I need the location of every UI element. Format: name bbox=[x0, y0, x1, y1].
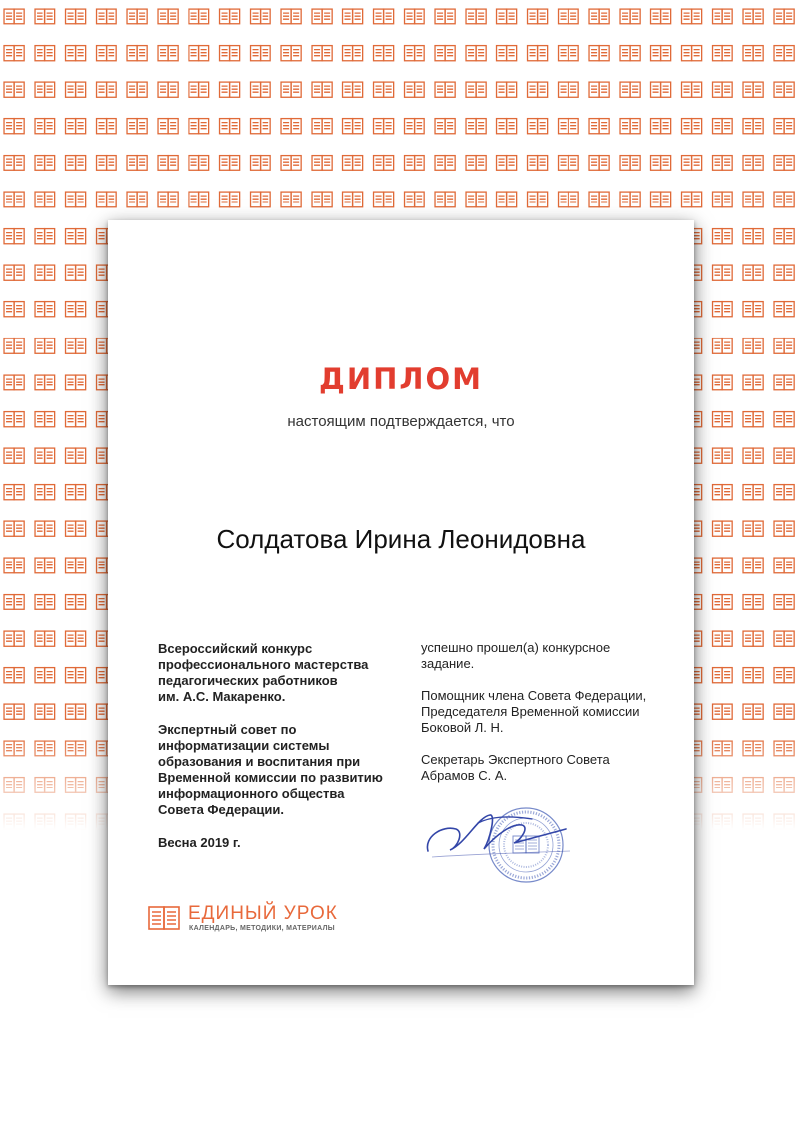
logo-tagline: КАЛЕНДАРЬ, МЕТОДИКИ, МАТЕРИАЛЫ bbox=[189, 925, 335, 932]
book-icon bbox=[148, 905, 180, 931]
right-column bbox=[421, 640, 671, 800]
logo-name: ЕДИНЫЙ УРОК bbox=[188, 903, 338, 924]
assistant-signatory: Помощник члена Совета Федерации, Председателя Временной комиссии Боковой Л. Н. bbox=[421, 688, 647, 735]
secretary-signatory: Секретарь Экспертного Совета Абрамов С. А. bbox=[421, 752, 610, 783]
result-text: успешно прошел(а) конкурсное задание. bbox=[421, 640, 611, 671]
left-column bbox=[158, 641, 408, 868]
diploma-title: ДИПЛОМ bbox=[319, 362, 483, 396]
contest-name: Всероссийский конкурс профессионального мастерства педагогических работников им. А.С. Макаренко. bbox=[158, 641, 369, 704]
council-name: Экспертный совет по информатизации системы образования и воспитания при Временной комиссии по развитию информационного общества Совета Федерации. bbox=[158, 722, 383, 817]
signature bbox=[420, 795, 570, 865]
recipient-name: Солдатова Ирина Леонидовна bbox=[216, 524, 586, 554]
diploma-sheet bbox=[108, 220, 694, 985]
diploma-date: Весна 2019 г. bbox=[158, 835, 241, 850]
diploma-subtitle: настоящим подтверждается, что bbox=[287, 413, 515, 430]
